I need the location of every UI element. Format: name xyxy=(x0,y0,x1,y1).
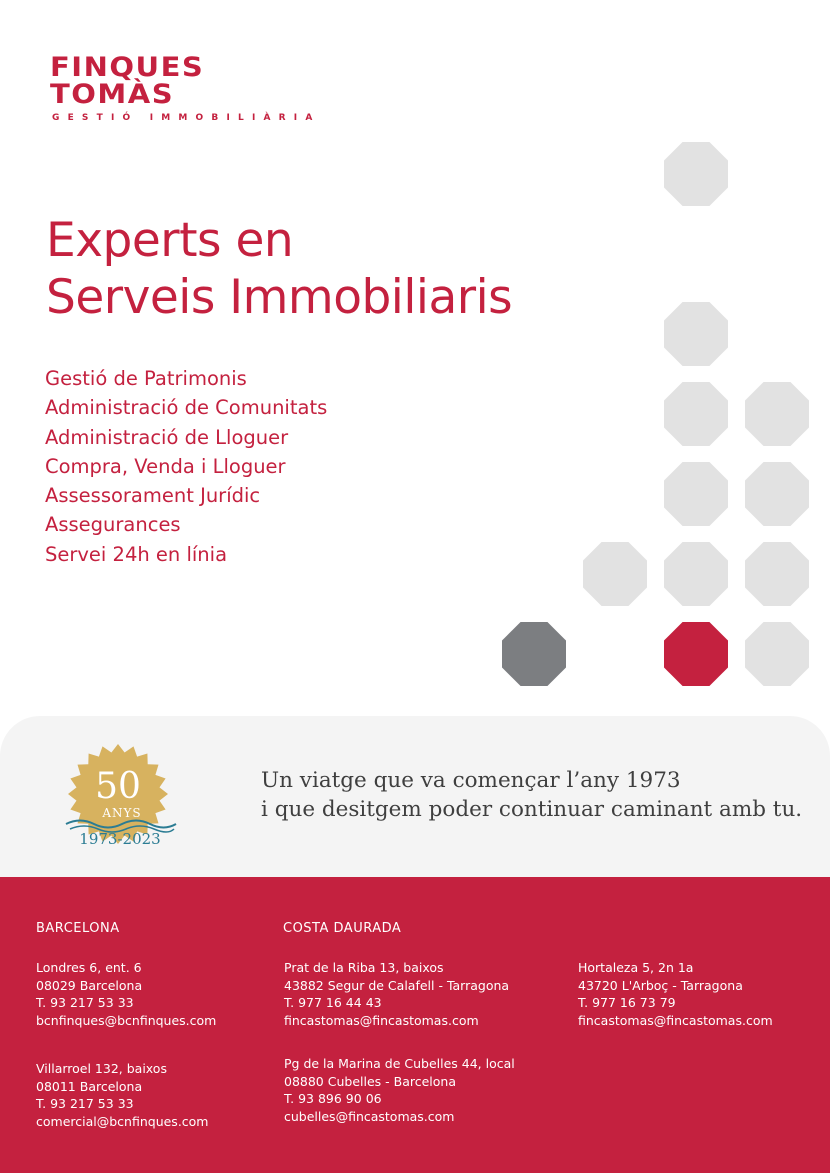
services-list xyxy=(45,364,327,569)
office-email[interactable]: fincastomas@fincastomas.com xyxy=(284,1012,479,1028)
decorative-tile xyxy=(583,542,647,606)
badge-number: 50 xyxy=(95,766,141,807)
decorative-tile-dark xyxy=(502,622,566,686)
office-street: Londres 6, ent. 6 xyxy=(36,960,142,975)
anniversary-quote xyxy=(261,766,802,824)
badge-years: 1973-2023 xyxy=(79,830,161,848)
decorative-tile xyxy=(745,462,809,526)
office-city: 08029 Barcelona xyxy=(36,977,143,993)
office-city: 43720 L'Arboç - Tarragona xyxy=(578,977,743,993)
office-arboc xyxy=(578,959,773,1029)
office-villarroel xyxy=(36,1060,209,1130)
brand-tagline: GESTIÓ IMMOBILIÀRIA xyxy=(52,113,321,123)
service-item: Servei 24h en línia xyxy=(45,542,228,566)
service-item: Assessorament Jurídic xyxy=(45,484,261,508)
office-phone[interactable]: T. 93 217 53 33 xyxy=(36,995,134,1010)
page-headline xyxy=(46,212,512,326)
service-item: Administració de Lloguer xyxy=(45,425,289,449)
service-item: Administració de Comunitats xyxy=(45,396,328,420)
office-street: Prat de la Riba 13, baixos xyxy=(284,960,444,975)
decorative-tile xyxy=(664,542,728,606)
quote-line-2: i que desitgem poder continuar caminant amb tu. xyxy=(261,797,803,822)
office-email[interactable]: cubelles@fincastomas.com xyxy=(284,1108,455,1124)
office-email[interactable]: comercial@bcnfinques.com xyxy=(36,1113,209,1129)
office-email[interactable]: fincastomas@fincastomas.com xyxy=(578,1012,773,1028)
region-title-barcelona: BARCELONA xyxy=(36,921,120,936)
office-street: Hortaleza 5, 2n 1a xyxy=(578,960,694,975)
decorative-tile xyxy=(664,142,728,206)
brand-name: FINQUES TOMÀS xyxy=(50,51,205,110)
badge-word: ANYS xyxy=(102,806,142,820)
decorative-tile xyxy=(745,382,809,446)
decorative-tile xyxy=(664,382,728,446)
headline-line-1: Experts en xyxy=(46,213,294,268)
decorative-tile-red xyxy=(664,622,728,686)
footer-contact xyxy=(0,877,830,1173)
brand-logo xyxy=(50,51,330,123)
decorative-tile xyxy=(664,302,728,366)
service-item: Gestió de Patrimonis xyxy=(45,367,247,390)
office-phone[interactable]: T. 93 217 53 33 xyxy=(36,1096,134,1111)
headline-line-2: Serveis Immobiliaris xyxy=(46,270,513,325)
region-title-costa-daurada: COSTA DAURADA xyxy=(283,921,402,936)
office-street: Villarroel 132, baixos xyxy=(36,1061,167,1076)
office-cubelles xyxy=(284,1055,515,1125)
office-segur-de-calafell xyxy=(284,959,509,1029)
service-item: Compra, Venda i Lloguer xyxy=(45,454,286,478)
office-email[interactable]: bcnfinques@bcnfinques.com xyxy=(36,1012,217,1028)
office-city: 08011 Barcelona xyxy=(36,1078,143,1094)
decorative-tile xyxy=(745,622,809,686)
office-street: Pg de la Marina de Cubelles 44, local xyxy=(284,1056,515,1071)
office-city: 08880 Cubelles - Barcelona xyxy=(284,1073,456,1089)
office-phone[interactable]: T. 977 16 73 79 xyxy=(578,995,676,1010)
decorative-tile xyxy=(745,542,809,606)
office-phone[interactable]: T. 977 16 44 43 xyxy=(284,995,382,1010)
decorative-tile xyxy=(664,462,728,526)
office-londres xyxy=(36,959,216,1029)
service-item: Assegurances xyxy=(45,513,181,537)
office-city: 43882 Segur de Calafell - Tarragona xyxy=(284,977,510,993)
quote-line-1: Un viatge que va començar l’any 1973 xyxy=(261,768,681,793)
office-phone[interactable]: T. 93 896 90 06 xyxy=(284,1091,382,1106)
